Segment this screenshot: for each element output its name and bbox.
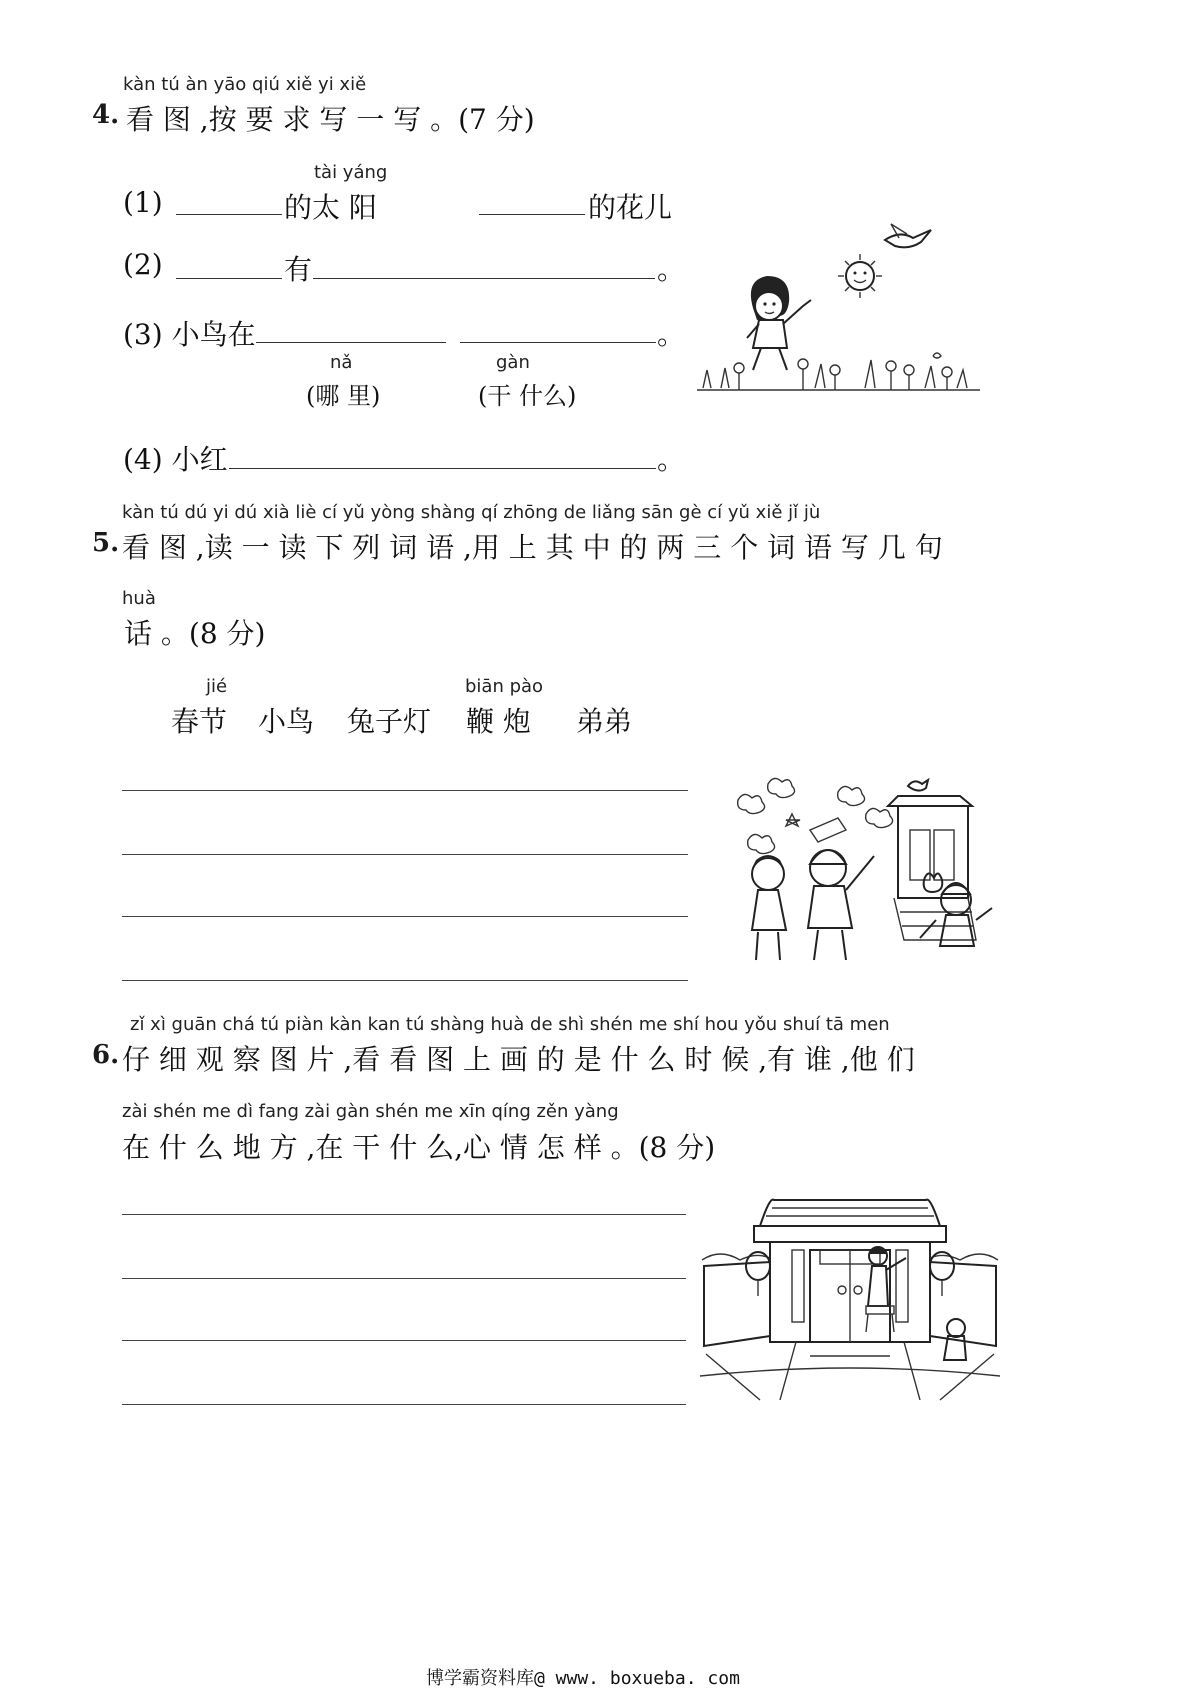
q6-pinyin: zǐ xì guān chá tú piàn kàn kan tú shàng huà de shì shén me shí hou yǒu shuí tā men (130, 1014, 890, 1035)
q4-item3-end: 。 (657, 318, 686, 351)
q6-pinyin-line2: zài shén me dì fang zài gàn shén me xīn qíng zěn yàng (122, 1101, 619, 1122)
q4-item4-label: (4) 小红 (123, 443, 228, 476)
q4-item3-label: (3) 小鸟在 (123, 318, 256, 351)
q5-word-tuzideng: 兔子灯 (347, 705, 432, 738)
q4-item2-label: (2) (123, 248, 163, 281)
q4-item3-blank-b[interactable] (460, 342, 656, 343)
q5-number: 5. (92, 528, 120, 558)
q4-item3-blank-a[interactable] (256, 342, 446, 343)
q4-prompt: 看 图 ,按 要 求 写 一 写 。(7 分) (126, 103, 535, 136)
q6-prompt: 仔 细 观 察 图 片 ,看 看 图 上 画 的 是 什 么 时 候 ,有 谁 ,他 们 (122, 1043, 915, 1076)
q5-words-pinyin-bianpao: biān pào (465, 676, 544, 697)
q4-item1-pinyin: tài yáng (314, 162, 388, 183)
q4-item1-text-a: 的太 阳 (284, 191, 377, 224)
q5-prompt-line2: 话 。(8 分) (124, 617, 266, 650)
q6-illustration-courtyard-gate (700, 1186, 1000, 1410)
q6-writing-line-4[interactable] (122, 1404, 686, 1405)
q5-words-pinyin-jie: jié (206, 676, 228, 697)
q5-illustration-spring-festival (728, 770, 998, 970)
q4-item3-hint2: (干 什么) (478, 382, 577, 410)
q5-prompt: 看 图 ,读 一 读 下 列 词 语 ,用 上 其 中 的 两 三 个 词 语 写 几 句 (122, 531, 943, 564)
q4-number: 4. (92, 100, 120, 130)
q4-item4-end: 。 (657, 443, 686, 476)
q6-prompt-line2: 在 什 么 地 方 ,在 干 什 么,心 情 怎 样 。(8 分) (122, 1131, 716, 1164)
q5-writing-line-4[interactable] (122, 980, 688, 981)
q4-item3-hint2-pinyin: gàn (496, 352, 530, 373)
q6-writing-line-2[interactable] (122, 1278, 686, 1279)
q5-writing-line-2[interactable] (122, 854, 688, 855)
q6-number: 6. (92, 1040, 120, 1070)
q5-writing-line-3[interactable] (122, 916, 688, 917)
q4-item3-hint1-pinyin: nǎ (330, 352, 353, 373)
q5-word-bianpao: 鞭 炮 (466, 705, 531, 738)
q4-item2-text: 有 (284, 253, 313, 286)
q4-item1-blank-a[interactable] (176, 214, 282, 215)
q6-writing-line-1[interactable] (122, 1214, 686, 1215)
q5-writing-line-1[interactable] (122, 790, 688, 791)
q5-pinyin: kàn tú dú yi dú xià liè cí yǔ yòng shàng qí zhōng de liǎng sān gè cí yǔ xiě jǐ jù (122, 502, 821, 523)
footer-watermark: 博学霸资料库@ www. boxueba. com (426, 1668, 740, 1689)
q4-item1-label: (1) (123, 186, 163, 219)
q4-item1-text-b: 的花儿 (588, 191, 673, 224)
q4-item3-hint1: (哪 里) (306, 382, 381, 410)
q5-pinyin-line2: huà (122, 588, 156, 609)
q4-item2-end: 。 (657, 253, 686, 286)
q4-item4-blank[interactable] (229, 468, 656, 469)
q5-word-chunjie: 春节 (171, 705, 228, 738)
q4-item2-blank-b[interactable] (313, 278, 655, 279)
q5-word-xiaoniao: 小鸟 (258, 705, 315, 738)
q4-illustration-girl-sun-bird (695, 220, 985, 400)
q4-item1-blank-b[interactable] (479, 214, 585, 215)
q6-writing-line-3[interactable] (122, 1340, 686, 1341)
q5-word-didi: 弟弟 (576, 705, 633, 738)
q4-item2-blank-a[interactable] (176, 278, 282, 279)
q4-pinyin: kàn tú àn yāo qiú xiě yi xiě (123, 74, 367, 95)
